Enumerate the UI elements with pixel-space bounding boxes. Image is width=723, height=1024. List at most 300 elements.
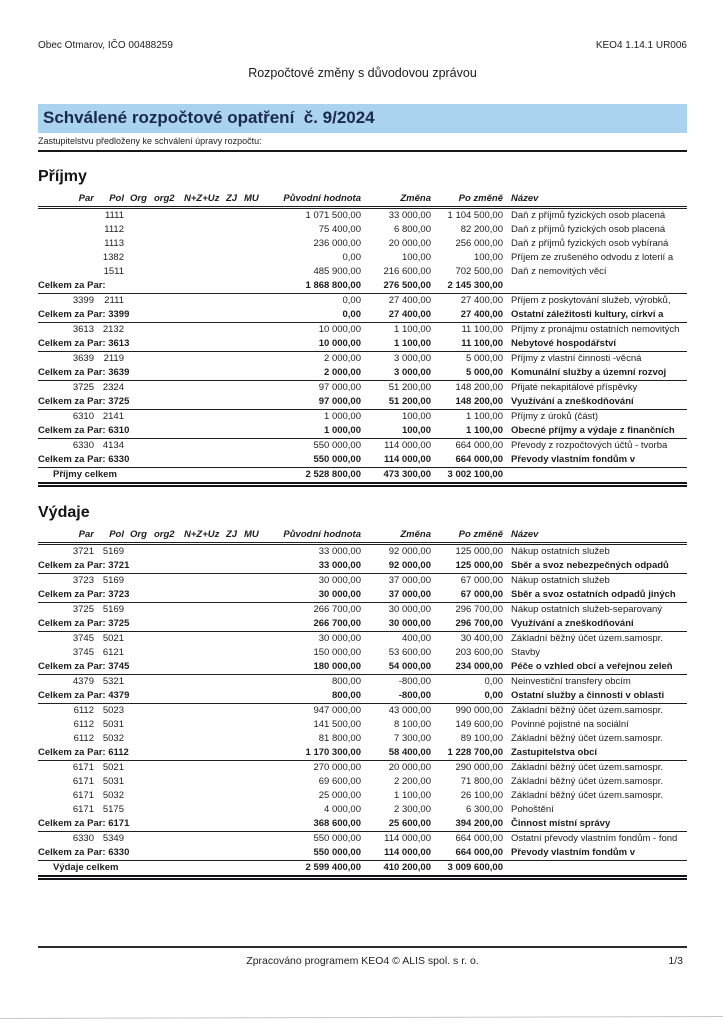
cell-zmena: 33 000,00 — [388, 210, 431, 221]
cell-nazev: Využívání a zneškodňování — [503, 617, 687, 632]
cell-mu — [244, 294, 266, 309]
table-row — [38, 381, 687, 396]
column-header: Par — [38, 191, 94, 208]
cell-pol: 5021 — [102, 633, 124, 644]
cell-zj — [226, 675, 244, 690]
divider-thick — [38, 150, 687, 152]
group-total-label: Celkem za Par: 3725 — [38, 395, 266, 410]
cell-org — [124, 603, 150, 618]
group-total-row — [38, 308, 687, 323]
cell-po-zmene: 67 000,00 — [431, 588, 503, 603]
cell-zj — [226, 265, 244, 279]
cell-mu — [244, 832, 266, 847]
cell-pol: 5175 — [102, 804, 124, 815]
cell-puvodni-hodnota: 550 000,00 — [266, 846, 361, 861]
cell-zj — [226, 632, 244, 647]
column-header: org2 — [150, 191, 182, 208]
section-prijmy — [38, 168, 687, 487]
cell-puvodni-hodnota: 1 000,00 — [266, 424, 361, 439]
cell-puvodni-hodnota: 1 071 500,00 — [305, 210, 361, 221]
cell-nazev: Daň z příjmů fyzických osob placená — [511, 210, 666, 221]
cell-org — [124, 381, 150, 396]
cell-org — [124, 265, 150, 279]
cell-org2 — [150, 352, 182, 367]
section-title-prijmy: Příjmy — [38, 168, 87, 185]
cell-zmena: 100,00 — [401, 252, 431, 263]
cell-nzuz — [182, 544, 226, 560]
cell-par: 3399 — [72, 295, 94, 306]
cell-zj — [226, 439, 244, 454]
cell-pol: 2119 — [103, 353, 124, 364]
cell-zj — [226, 732, 244, 746]
section-total-label: Příjmy celkem — [38, 468, 266, 485]
cell-pol: 1511 — [103, 266, 124, 277]
cell-pol: 2111 — [104, 295, 124, 306]
cell-zmena: 51 200,00 — [388, 382, 431, 393]
table-row — [38, 603, 687, 618]
cell-par: 6171 — [72, 790, 94, 801]
group-total-label: Celkem za Par: 3399 — [38, 308, 266, 323]
column-header: Org — [124, 191, 150, 208]
cell-org — [124, 761, 150, 776]
cell-pol: 5349 — [102, 833, 124, 844]
cell-puvodni-hodnota: 30 000,00 — [318, 633, 361, 644]
cell-puvodni-hodnota: 368 600,00 — [266, 817, 361, 832]
cell-zj — [226, 323, 244, 338]
cell-org — [124, 208, 150, 224]
cell-org2 — [150, 775, 182, 789]
cell-nazev: Nebytové hospodářství — [503, 337, 687, 352]
cell-mu — [244, 381, 266, 396]
column-header: Název — [503, 527, 687, 544]
cell-puvodni-hodnota: 1 000,00 — [324, 411, 361, 422]
cell-puvodni-hodnota: 0,00 — [266, 308, 361, 323]
cell-par — [38, 237, 94, 251]
cell-zj — [226, 646, 244, 660]
cell-po-zmene: 100,00 — [473, 252, 503, 263]
cell-par — [38, 265, 94, 279]
cell-zmena: 216 600,00 — [383, 266, 431, 277]
cell-zj — [226, 381, 244, 396]
cell-pol: 1112 — [104, 224, 124, 235]
cell-puvodni-hodnota: 550 000,00 — [266, 453, 361, 468]
cell-mu — [244, 237, 266, 251]
cell-par: 3721 — [72, 546, 94, 557]
cell-nzuz — [182, 410, 226, 425]
cell-org — [124, 732, 150, 746]
cell-po-zmene: 27 400,00 — [431, 308, 503, 323]
cell-po-zmene: 0,00 — [484, 676, 503, 687]
cell-po-zmene: 990 000,00 — [455, 705, 503, 716]
cell-zmena: 54 000,00 — [361, 660, 431, 675]
cell-par: 3745 — [72, 647, 94, 658]
cell-puvodni-hodnota: 2 000,00 — [324, 353, 361, 364]
table-row — [38, 208, 687, 224]
cell-nzuz — [182, 646, 226, 660]
cell-zmena: 43 000,00 — [388, 705, 431, 716]
column-header: Pol — [94, 191, 124, 208]
cell-zmena: 25 600,00 — [361, 817, 431, 832]
group-total-label: Celkem za Par: 4379 — [38, 689, 266, 704]
cell-par: 3613 — [72, 324, 94, 335]
table-row — [38, 803, 687, 817]
cell-pol: 2141 — [102, 411, 124, 422]
cell-po-zmene: 5 000,00 — [466, 353, 503, 364]
cell-zmena: 8 100,00 — [394, 719, 431, 730]
cell-par: 6171 — [72, 804, 94, 815]
column-header: ZJ — [226, 191, 244, 208]
cell-mu — [244, 352, 266, 367]
cell-pol: 5169 — [102, 546, 124, 557]
cell-po-zmene: 67 000,00 — [460, 575, 503, 586]
cell-po-zmene: 125 000,00 — [431, 559, 503, 574]
section-title-vydaje: Výdaje — [38, 504, 90, 521]
cell-puvodni-hodnota: 550 000,00 — [313, 440, 361, 451]
cell-org2 — [150, 294, 182, 309]
cell-puvodni-hodnota: 2 599 400,00 — [266, 861, 361, 878]
cell-org2 — [150, 789, 182, 803]
cell-zmena: 1 100,00 — [394, 790, 431, 801]
cell-puvodni-hodnota: 97 000,00 — [318, 382, 361, 393]
cell-po-zmene: 296 700,00 — [455, 604, 503, 615]
cell-zj — [226, 574, 244, 589]
cell-nzuz — [182, 251, 226, 265]
cell-zmena: 27 400,00 — [361, 308, 431, 323]
cell-pol: 5031 — [102, 776, 124, 787]
cell-nzuz — [182, 223, 226, 237]
cell-nazev: Nákup ostatních služeb — [511, 575, 610, 586]
cell-nazev: Základní běžný účet územ.samospr. — [511, 762, 664, 773]
column-header: Původní hodnota — [266, 527, 361, 544]
cell-pol: 5321 — [102, 676, 124, 687]
cell-nzuz — [182, 352, 226, 367]
cell-par: 6330 — [72, 833, 94, 844]
cell-po-zmene: 664 000,00 — [431, 846, 503, 861]
column-header: Změna — [361, 191, 431, 208]
cell-zj — [226, 208, 244, 224]
cell-org — [124, 675, 150, 690]
cell-org2 — [150, 603, 182, 618]
column-header: MU — [244, 191, 266, 208]
cell-nazev: Daň z nemovitých věcí — [511, 266, 607, 277]
group-total-label: Celkem za Par: 6112 — [38, 746, 266, 761]
group-total-label: Celkem za Par: 6310 — [38, 424, 266, 439]
cell-nazev: Daň z příjmů fyzických osob vybíraná — [511, 238, 669, 249]
cell-mu — [244, 732, 266, 746]
table-row — [38, 646, 687, 660]
cell-zmena: 92 000,00 — [361, 559, 431, 574]
cell-org — [124, 574, 150, 589]
cell-zmena: 37 000,00 — [361, 588, 431, 603]
cell-zmena: 473 300,00 — [361, 468, 431, 485]
cell-nazev: Převody z rozpočtových účtů - tvorba — [511, 440, 668, 451]
cell-po-zmene: 11 100,00 — [431, 337, 503, 352]
cell-mu — [244, 675, 266, 690]
table-row — [38, 410, 687, 425]
cell-nazev: Příjem ze zrušeného odvodu z loterií a — [511, 252, 674, 263]
cell-zj — [226, 603, 244, 618]
cell-nzuz — [182, 718, 226, 732]
cell-org2 — [150, 632, 182, 647]
cell-po-zmene: 203 600,00 — [455, 647, 503, 658]
cell-zmena: 100,00 — [401, 411, 431, 422]
cell-nzuz — [182, 294, 226, 309]
cell-puvodni-hodnota: 33 000,00 — [266, 559, 361, 574]
table-row — [38, 544, 687, 560]
cell-puvodni-hodnota: 947 000,00 — [313, 705, 361, 716]
cell-org2 — [150, 381, 182, 396]
cell-po-zmene: 664 000,00 — [431, 453, 503, 468]
group-total-label: Celkem za Par: 3613 — [38, 337, 266, 352]
cell-org2 — [150, 732, 182, 746]
column-header: Po změně — [431, 527, 503, 544]
group-total-label: Celkem za Par: 3639 — [38, 366, 266, 381]
cell-org — [124, 632, 150, 647]
cell-nazev: Zastupitelstva obcí — [503, 746, 687, 761]
cell-zj — [226, 294, 244, 309]
table-row — [38, 265, 687, 279]
vydaje-table — [38, 527, 687, 880]
approval-banner-subtitle: Zastupitelstvu předloženy ke schválení úpravy rozpočtu: — [38, 136, 262, 146]
cell-puvodni-hodnota: 180 000,00 — [266, 660, 361, 675]
cell-nazev: Základní běžný účet územ.samospr. — [511, 776, 664, 787]
table-row — [38, 237, 687, 251]
cell-mu — [244, 323, 266, 338]
cell-mu — [244, 632, 266, 647]
cell-mu — [244, 775, 266, 789]
cell-puvodni-hodnota: 266 700,00 — [313, 604, 361, 615]
cell-nazev: Pohoštění — [511, 804, 554, 815]
cell-nzuz — [182, 237, 226, 251]
cell-org — [124, 323, 150, 338]
cell-par: 6112 — [73, 719, 94, 730]
column-header: ZJ — [226, 527, 244, 544]
cell-po-zmene: 26 100,00 — [460, 790, 503, 801]
table-row — [38, 761, 687, 776]
cell-zmena: 1 100,00 — [394, 324, 431, 335]
cell-zmena: 114 000,00 — [361, 453, 431, 468]
cell-nazev: Povinné pojistné na sociální — [511, 719, 629, 730]
group-total-label: Celkem za Par: — [38, 279, 266, 294]
cell-nzuz — [182, 323, 226, 338]
cell-par: 3723 — [72, 575, 94, 586]
table-row — [38, 775, 687, 789]
table-row — [38, 832, 687, 847]
cell-po-zmene: 394 200,00 — [431, 817, 503, 832]
group-total-label: Celkem za Par: 6330 — [38, 846, 266, 861]
cell-mu — [244, 761, 266, 776]
cell-zj — [226, 803, 244, 817]
cell-zmena: 2 300,00 — [394, 804, 431, 815]
page-number: 1/3 — [668, 955, 683, 967]
cell-zmena: 114 000,00 — [384, 440, 431, 451]
cell-nazev: Nákup ostatních služeb — [511, 546, 610, 557]
cell-mu — [244, 704, 266, 719]
cell-puvodni-hodnota: 266 700,00 — [266, 617, 361, 632]
cell-nazev: Převody vlastním fondům v — [503, 453, 687, 468]
group-total-row — [38, 337, 687, 352]
cell-puvodni-hodnota: 30 000,00 — [266, 588, 361, 603]
cell-nazev: Sběr a svoz nebezpečných odpadů — [503, 559, 687, 574]
cell-org — [124, 294, 150, 309]
cell-pol: 5023 — [102, 705, 124, 716]
cell-org2 — [150, 410, 182, 425]
cell-zj — [226, 410, 244, 425]
cell-org — [124, 704, 150, 719]
cell-zj — [226, 223, 244, 237]
cell-zmena: -800,00 — [398, 676, 431, 687]
cell-zmena: 6 800,00 — [394, 224, 431, 235]
prijmy-table — [38, 191, 687, 487]
table-row — [38, 439, 687, 454]
cell-zj — [226, 775, 244, 789]
column-header: MU — [244, 527, 266, 544]
cell-nazev: Využívání a zneškodňování — [503, 395, 687, 410]
cell-puvodni-hodnota: 0,00 — [342, 295, 361, 306]
scan-edge-line — [0, 1016, 723, 1019]
cell-zj — [226, 251, 244, 265]
cell-nazev: Přijaté nekapitálové příspěvky — [511, 382, 638, 393]
table-header-row — [38, 191, 687, 208]
cell-mu — [244, 265, 266, 279]
cell-nzuz — [182, 832, 226, 847]
cell-par: 6310 — [72, 411, 94, 422]
cell-nazev: Obecné příjmy a výdaje z finančních — [503, 424, 687, 439]
cell-nazev — [503, 279, 687, 294]
cell-par: 6171 — [72, 776, 94, 787]
cell-zmena: 92 000,00 — [388, 546, 431, 557]
cell-puvodni-hodnota: 30 000,00 — [318, 575, 361, 586]
cell-pol: 2132 — [102, 324, 124, 335]
group-total-label: Celkem za Par: 6330 — [38, 453, 266, 468]
cell-zmena: 114 000,00 — [384, 833, 431, 844]
cell-org2 — [150, 439, 182, 454]
column-header: Org — [124, 527, 150, 544]
cell-zmena: 1 100,00 — [361, 337, 431, 352]
cell-pol: 4134 — [102, 440, 124, 451]
cell-zmena: 53 600,00 — [388, 647, 431, 658]
cell-mu — [244, 223, 266, 237]
cell-zmena: 30 000,00 — [388, 604, 431, 615]
document-title: Rozpočtové změny s důvodovou zprávou — [248, 66, 477, 80]
footer-inner — [38, 955, 687, 967]
cell-zmena: 3 000,00 — [361, 366, 431, 381]
cell-puvodni-hodnota: 10 000,00 — [266, 337, 361, 352]
cell-org2 — [150, 704, 182, 719]
cell-po-zmene: 82 200,00 — [460, 224, 503, 235]
cell-zmena: 7 300,00 — [394, 733, 431, 744]
cell-po-zmene: 256 000,00 — [455, 238, 503, 249]
cell-nazev: Nákup ostatních služeb-separovaný — [511, 604, 663, 615]
cell-puvodni-hodnota: 800,00 — [331, 676, 361, 687]
cell-zmena: 20 000,00 — [388, 762, 431, 773]
cell-par: 6112 — [73, 733, 94, 744]
cell-po-zmene: 664 000,00 — [455, 440, 503, 451]
group-total-label: Celkem za Par: 3721 — [38, 559, 266, 574]
cell-par — [38, 208, 94, 224]
cell-par: 6330 — [72, 440, 94, 451]
table-header-row — [38, 527, 687, 544]
cell-org — [124, 775, 150, 789]
cell-nazev: Příjmy z úroků (část) — [511, 411, 599, 422]
cell-puvodni-hodnota: 141 500,00 — [313, 719, 361, 730]
cell-mu — [244, 803, 266, 817]
table-row — [38, 732, 687, 746]
group-total-row — [38, 424, 687, 439]
table-row — [38, 251, 687, 265]
cell-puvodni-hodnota: 2 000,00 — [266, 366, 361, 381]
cell-nzuz — [182, 265, 226, 279]
cell-nazev: Sběr a svoz ostatních odpadů jiných — [503, 588, 687, 603]
cell-nzuz — [182, 574, 226, 589]
cell-nazev: Daň z příjmů fyzických osob placená — [511, 224, 666, 235]
table-row — [38, 352, 687, 367]
cell-org — [124, 832, 150, 847]
cell-po-zmene: 71 800,00 — [460, 776, 503, 787]
section-total-row — [38, 468, 687, 485]
cell-puvodni-hodnota: 2 528 800,00 — [266, 468, 361, 485]
group-total-row — [38, 588, 687, 603]
cell-org2 — [150, 574, 182, 589]
cell-zmena: 114 000,00 — [361, 846, 431, 861]
cell-par: 6112 — [73, 705, 94, 716]
cell-nazev: Základní běžný účet územ.samospr. — [511, 633, 664, 644]
group-total-label: Celkem za Par: 3723 — [38, 588, 266, 603]
cell-org2 — [150, 237, 182, 251]
cell-org2 — [150, 223, 182, 237]
cell-puvodni-hodnota: 25 000,00 — [318, 790, 361, 801]
cell-nazev — [503, 468, 687, 485]
cell-org2 — [150, 646, 182, 660]
cell-org — [124, 789, 150, 803]
cell-zj — [226, 704, 244, 719]
cell-zmena: 100,00 — [361, 424, 431, 439]
cell-nazev: Převody vlastním fondům v — [503, 846, 687, 861]
group-total-label: Celkem za Par: 3725 — [38, 617, 266, 632]
cell-org — [124, 439, 150, 454]
cell-pol: 1382 — [102, 252, 124, 263]
cell-pol: 2324 — [102, 382, 124, 393]
column-header: org2 — [150, 527, 182, 544]
cell-puvodni-hodnota: 10 000,00 — [318, 324, 361, 335]
cell-po-zmene: 1 228 700,00 — [431, 746, 503, 761]
cell-nazev: Ostatní převody vlastním fondům - fond — [511, 833, 678, 844]
cell-zmena: 20 000,00 — [388, 238, 431, 249]
table-row — [38, 704, 687, 719]
cell-zmena: 37 000,00 — [388, 575, 431, 586]
page-header — [38, 40, 687, 52]
page-footer — [38, 946, 687, 967]
org-identifier: Obec Otmarov, IČO 00488259 — [38, 40, 173, 51]
column-header: Par — [38, 527, 94, 544]
cell-po-zmene: 664 000,00 — [455, 833, 503, 844]
cell-org2 — [150, 675, 182, 690]
cell-zj — [226, 761, 244, 776]
table-row — [38, 574, 687, 589]
cell-nzuz — [182, 208, 226, 224]
cell-par: 3725 — [72, 382, 94, 393]
cell-puvodni-hodnota: 485 900,00 — [313, 266, 361, 277]
cell-mu — [244, 251, 266, 265]
cell-pol: 6121 — [102, 647, 124, 658]
group-total-row — [38, 453, 687, 468]
cell-puvodni-hodnota: 75 400,00 — [318, 224, 361, 235]
cell-mu — [244, 410, 266, 425]
column-header: Změna — [361, 527, 431, 544]
cell-po-zmene: 1 100,00 — [431, 424, 503, 439]
cell-pol: 5169 — [102, 604, 124, 615]
cell-zj — [226, 544, 244, 560]
